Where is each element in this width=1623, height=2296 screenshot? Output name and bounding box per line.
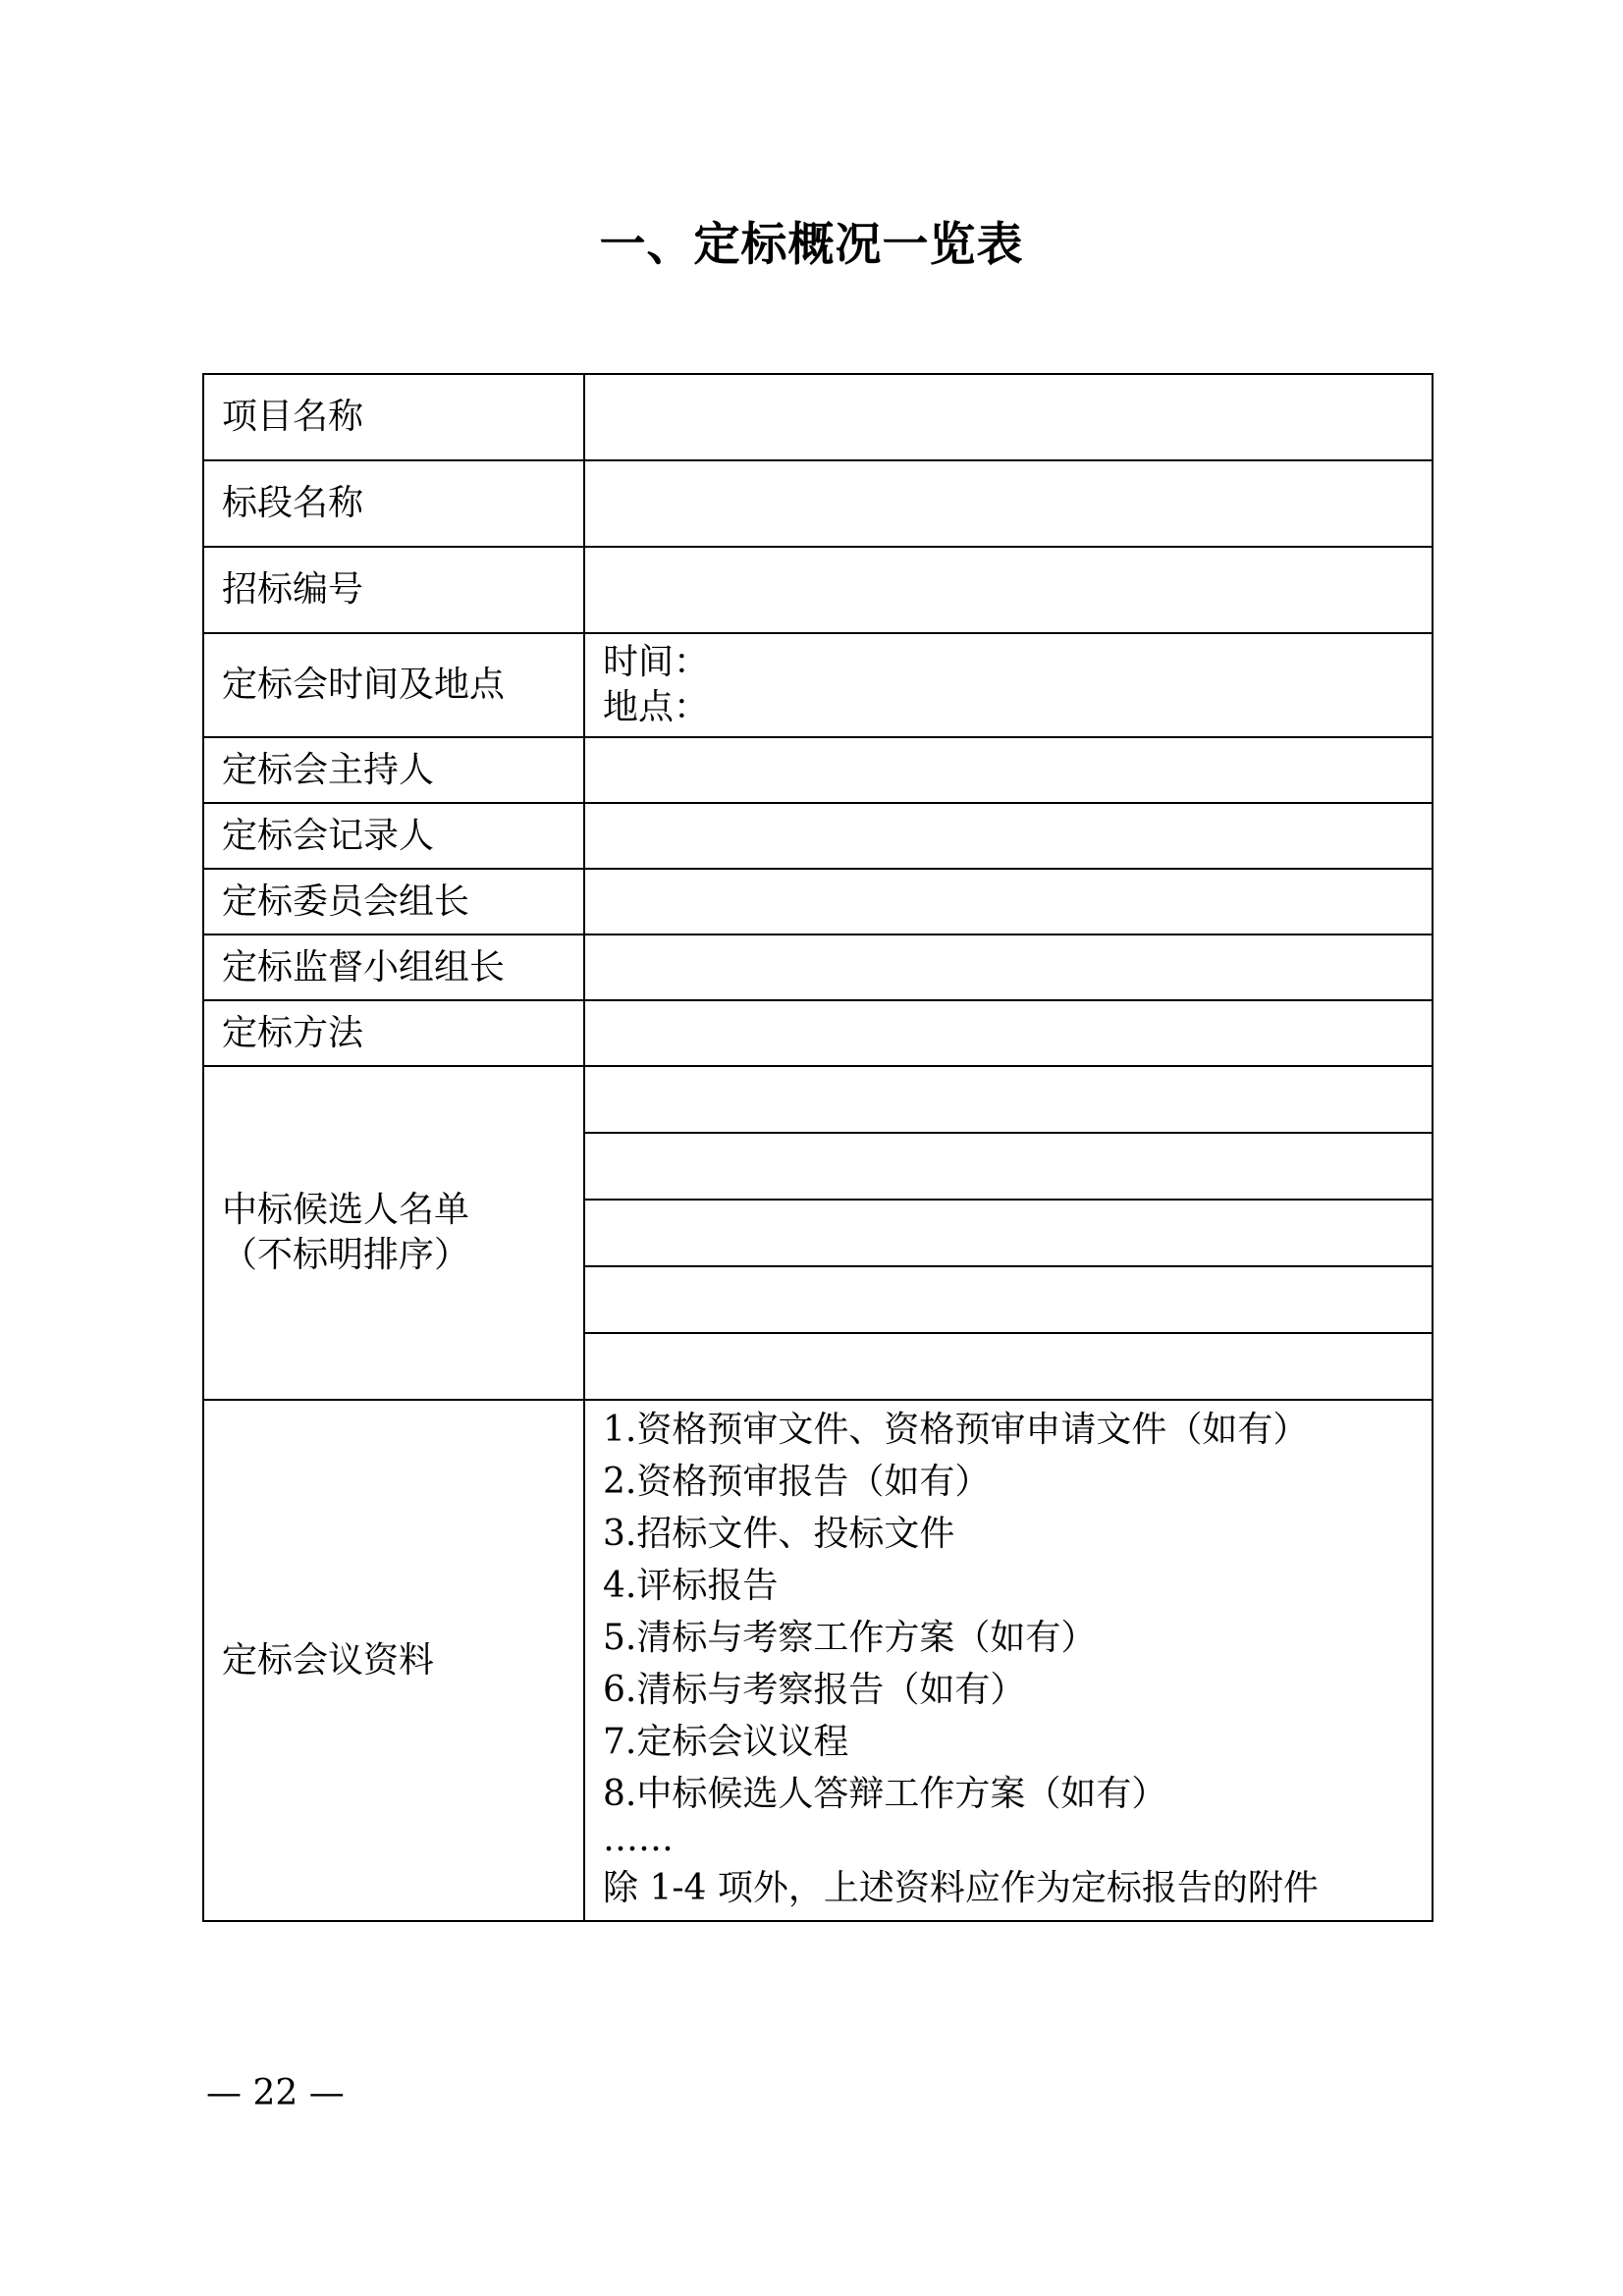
row-recorder: [203, 803, 1433, 869]
candidates-label-line2: （不标明排序）: [222, 1235, 470, 1275]
materials-item: 7.定标会议议程: [603, 1721, 849, 1762]
project-name-value: [584, 374, 1433, 460]
candidate-entry-3: [584, 1200, 1433, 1266]
meeting-time-place-label: 定标会时间及地点: [203, 633, 584, 737]
meeting-time-label: 时间：: [603, 642, 710, 682]
row-section-name: [203, 460, 1433, 547]
materials-item: 4.评标报告: [603, 1565, 779, 1606]
project-name-label: 项目名称: [203, 374, 584, 460]
row-method: [203, 1000, 1433, 1066]
page-number: — 22 —: [206, 2073, 345, 2113]
supervision-leader-value: [584, 934, 1433, 1000]
row-meeting-materials: [203, 1400, 1433, 1921]
materials-item: 5.清标与考察工作方案（如有）: [603, 1617, 1097, 1658]
summary-table: [202, 373, 1434, 1922]
row-project-name: [203, 374, 1433, 460]
materials-item: 8.中标候选人答辩工作方案（如有）: [603, 1773, 1167, 1814]
row-host: [203, 737, 1433, 803]
candidate-entry-4: [584, 1266, 1433, 1333]
row-committee-leader: [203, 869, 1433, 934]
committee-leader-label: 定标委员会组长: [203, 869, 584, 934]
meeting-place-label: 地点：: [603, 687, 710, 727]
meeting-materials-list: [584, 1400, 1433, 1921]
materials-item: 2.资格预审报告（如有）: [603, 1461, 991, 1502]
row-meeting-time-place: [203, 633, 1433, 737]
host-label: 定标会主持人: [203, 737, 584, 803]
candidate-entry-5: [584, 1333, 1433, 1400]
tender-number-value: [584, 547, 1433, 633]
recorder-value: [584, 803, 1433, 869]
candidate-entry-2: [584, 1133, 1433, 1200]
section-name-value: [584, 460, 1433, 547]
committee-leader-value: [584, 869, 1433, 934]
host-value: [584, 737, 1433, 803]
meeting-time-place-value: [584, 633, 1433, 737]
candidates-label: [203, 1066, 584, 1400]
materials-ellipsis: ……: [603, 1818, 674, 1859]
method-label: 定标方法: [203, 1000, 584, 1066]
meeting-materials-label: 定标会议资料: [203, 1400, 584, 1921]
method-value: [584, 1000, 1433, 1066]
materials-item: 3.招标文件、投标文件: [603, 1513, 955, 1554]
row-tender-number: [203, 547, 1433, 633]
tender-number-label: 招标编号: [203, 547, 584, 633]
row-candidates: [203, 1066, 1433, 1133]
row-supervision-leader: [203, 934, 1433, 1000]
candidates-label-line1: 中标候选人名单: [222, 1190, 470, 1230]
materials-note: 除 1-4 项外，上述资料应作为定标报告的附件: [603, 1867, 1319, 1908]
page-title: 一、定标概况一览表: [599, 218, 1024, 272]
recorder-label: 定标会记录人: [203, 803, 584, 869]
candidate-entry-1: [584, 1066, 1433, 1133]
materials-item: 6.清标与考察报告（如有）: [603, 1669, 1026, 1710]
materials-item: 1.资格预审文件、资格预审申请文件（如有）: [603, 1409, 1309, 1450]
supervision-leader-label: 定标监督小组组长: [203, 934, 584, 1000]
section-name-label: 标段名称: [203, 460, 584, 547]
